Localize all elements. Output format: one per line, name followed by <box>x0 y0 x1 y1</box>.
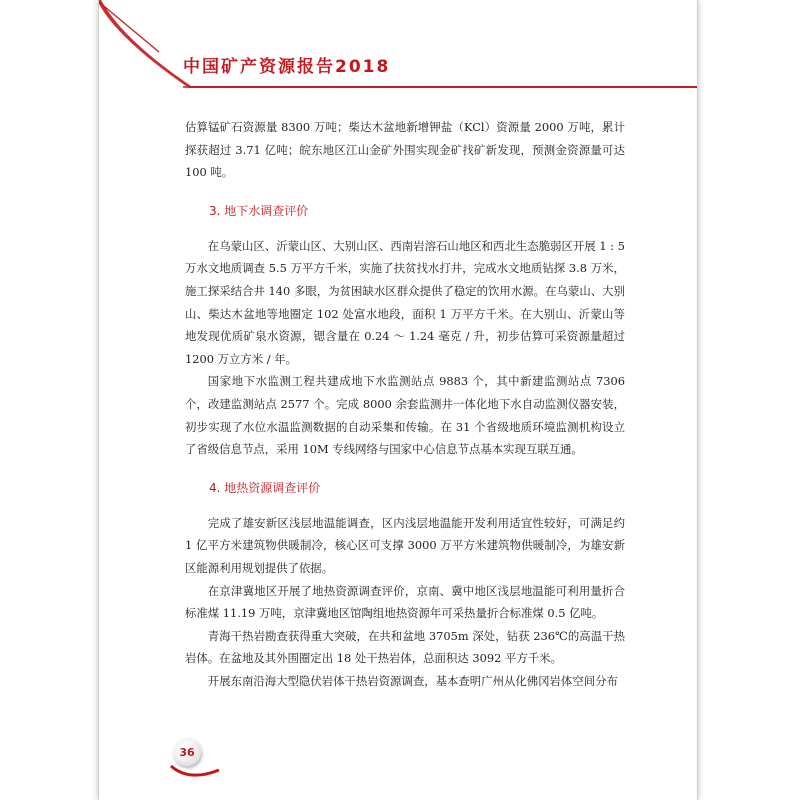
page-content <box>185 116 625 692</box>
paragraph: 青海干热岩勘查获得重大突破，在共和盆地 3705m 深处，钻获 236℃的高温干热岩体。在盆地及其外围圈定出 18 处干热岩体，总面积达 3092 平方千米。 <box>185 628 625 666</box>
paragraph: 开展东南沿海大型隐伏岩体干热岩资源调查，基本查明广州从化佛冈岩体空间分布 <box>207 673 618 688</box>
page-number: 36 <box>173 738 201 766</box>
section-heading: 4. 地热资源调查评价 <box>209 480 321 495</box>
running-header-title: 中国矿产资源报告2018 <box>183 57 391 77</box>
paragraph: 在乌蒙山区、沂蒙山区、大别山区、西南岩溶石山地区和西北生态脆弱区开展 1 : 5 万水文地质调查 5.5 万平方千米，实施了扶贫找水打井，完成水文地质钻探 3.8 万米，施工探采结合井 140 多眼，为贫困缺水区群众提供了稳定的饮用水源。在乌蒙山、大别山、柴达木盆地等地圈定 102 处富水地段，面积 1 万平方千米。在大别山、沂蒙山等地发现优质矿泉水资源，锶含量在 0.24 ～ 1.24 毫克 / 升，初步估算可采资源量超过 1200 万立方米 / 年。 <box>185 238 625 366</box>
paragraph: 在京津冀地区开展了地热资源调查评价，京南、冀中地区浅层地温能可利用量折合标准煤 11.19 万吨，京津冀地区馆陶组地热资源年可采热量折合标准煤 0.5 亿吨。 <box>185 583 625 621</box>
paragraph: 完成了雄安新区浅层地温能调查，区内浅层地温能开发利用适宜性较好，可满足约 1 亿平方米建筑物供暖制冷，核心区可支撑 3000 万平方米建筑物供暖制冷，为雄安新区能源利用规划提供了依据。 <box>185 515 625 575</box>
document-page <box>98 0 698 800</box>
paragraph: 估算锰矿石资源量 8300 万吨；柴达木盆地新增钾盐（KCl）资源量 2000 万吨，累计探获超过 3.71 亿吨；皖东地区江山金矿外围实现金矿找矿新发现，预测金资源量可达 100 吨。 <box>185 120 625 180</box>
section-heading: 3. 地下水调查评价 <box>209 203 309 218</box>
paragraph: 国家地下水监测工程共建成地下水监测站点 9883 个，其中新建监测站点 7306 个，改建监测站点 2577 个。完成 8000 余套监测井一体化地下水自动监测仪器安装，初步实现了水位水温监测数据的自动采集和传输。在 31 个省级地质环境监测机构设立了省级信息节点，采用 10M 专线网络与国家中心信息节点基本实现互联互通。 <box>185 374 625 457</box>
